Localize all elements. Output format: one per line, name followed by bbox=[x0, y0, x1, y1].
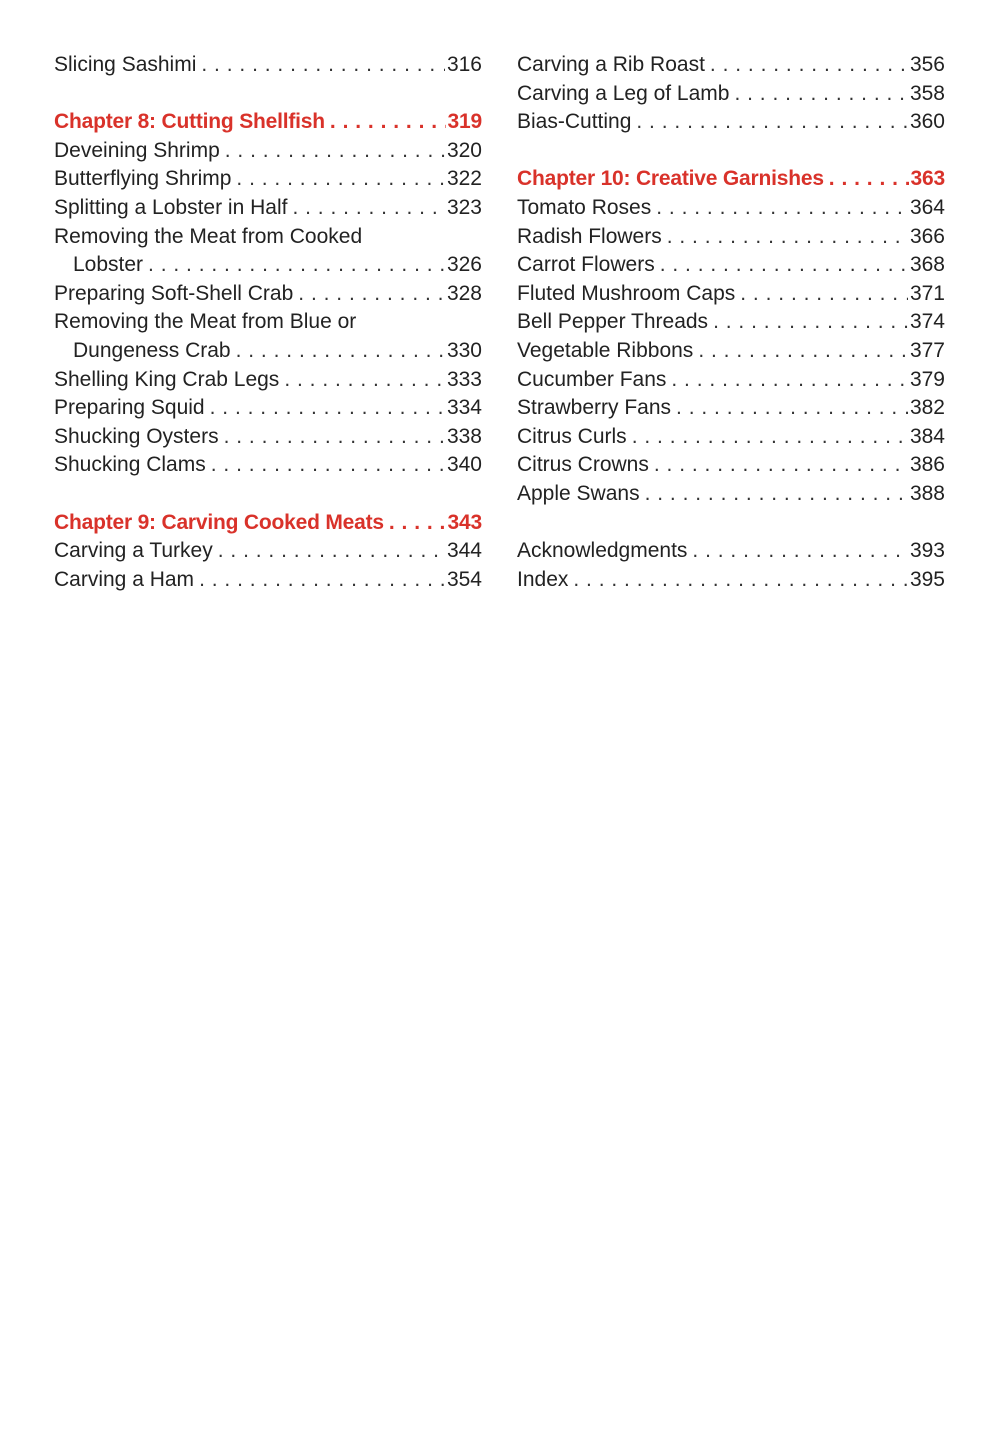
dot-leader bbox=[654, 451, 908, 480]
toc-entry-title: Preparing Soft-Shell Crab bbox=[54, 281, 294, 305]
toc-entry-title: Bell Pepper Threads bbox=[517, 310, 709, 334]
dot-leader bbox=[224, 423, 445, 452]
toc-entry-page: 328 bbox=[446, 281, 482, 305]
toc-entry-title: Index bbox=[517, 567, 569, 591]
chapter-title: Chapter 8: Cutting Shellfish bbox=[54, 110, 325, 134]
dot-leader bbox=[236, 165, 445, 194]
toc-entry[interactable] bbox=[54, 566, 482, 595]
chapter-heading[interactable] bbox=[517, 165, 945, 194]
dot-leader bbox=[292, 194, 444, 223]
toc-entry-page: 323 bbox=[446, 195, 482, 219]
toc-entry-title: Splitting a Lobster in Half bbox=[54, 195, 288, 219]
toc-entry-continuation bbox=[54, 337, 482, 366]
toc-entry[interactable] bbox=[54, 194, 482, 223]
toc-entry-page: 384 bbox=[909, 424, 945, 448]
section-spacer bbox=[54, 80, 482, 109]
dot-leader bbox=[698, 337, 908, 366]
toc-entry-title-line1: Removing the Meat from Blue or bbox=[54, 310, 357, 334]
toc-entry-page: 330 bbox=[446, 338, 482, 362]
toc-entry-page: 382 bbox=[909, 396, 945, 420]
toc-entry-title: Shucking Clams bbox=[54, 453, 206, 477]
toc-entry-title: Citrus Curls bbox=[517, 424, 627, 448]
dot-leader bbox=[201, 51, 445, 80]
toc-entry-title: Preparing Squid bbox=[54, 396, 205, 420]
dot-leader bbox=[645, 480, 908, 509]
dot-leader bbox=[734, 80, 907, 109]
chapter-heading[interactable] bbox=[54, 509, 482, 538]
toc-entry-page: 368 bbox=[909, 253, 945, 277]
chapter-title: Chapter 10: Creative Garnishes bbox=[517, 167, 824, 191]
toc-entry-page: 364 bbox=[909, 195, 945, 219]
toc-entry-page: 386 bbox=[909, 453, 945, 477]
toc-entry-title: Carving a Leg of Lamb bbox=[517, 81, 730, 105]
toc-entry-continuation bbox=[54, 251, 482, 280]
toc-entry-title: Shucking Oysters bbox=[54, 424, 219, 448]
toc-entry-title: Slicing Sashimi bbox=[54, 53, 197, 76]
toc-right-column bbox=[517, 51, 945, 594]
toc-entry[interactable] bbox=[517, 80, 945, 109]
dot-leader bbox=[389, 509, 446, 538]
toc-entry[interactable] bbox=[517, 423, 945, 452]
toc-entry-title: Bias-Cutting bbox=[517, 110, 632, 134]
dot-leader bbox=[636, 108, 908, 137]
toc-entry-multiline[interactable] bbox=[54, 308, 482, 365]
toc-entry-title: Carrot Flowers bbox=[517, 253, 655, 277]
dot-leader bbox=[148, 251, 445, 280]
toc-entry-page: 340 bbox=[446, 453, 482, 477]
toc-entry-page: 395 bbox=[909, 567, 945, 591]
toc-entry-title: Citrus Crowns bbox=[517, 453, 649, 477]
toc-entry-page: 366 bbox=[909, 224, 945, 248]
toc-entry[interactable] bbox=[54, 366, 482, 395]
toc-entry-title: Carving a Ham bbox=[54, 567, 195, 591]
toc-entry[interactable] bbox=[54, 423, 482, 452]
toc-entry-page: 374 bbox=[909, 310, 945, 334]
dot-leader bbox=[236, 337, 445, 366]
toc-entry[interactable] bbox=[54, 51, 482, 80]
dot-leader bbox=[199, 566, 445, 595]
dot-leader bbox=[284, 366, 445, 395]
toc-entry-page: 354 bbox=[446, 567, 482, 591]
toc-entry-title: Carving a Rib Roast bbox=[517, 53, 705, 76]
toc-entry-page: 322 bbox=[446, 167, 482, 191]
toc-entry[interactable] bbox=[517, 51, 945, 80]
toc-left-column bbox=[54, 51, 482, 594]
dot-leader bbox=[829, 165, 909, 194]
toc-entry[interactable] bbox=[517, 566, 945, 595]
toc-entry[interactable] bbox=[517, 537, 945, 566]
toc-entry[interactable] bbox=[517, 451, 945, 480]
dot-leader bbox=[692, 537, 908, 566]
dot-leader bbox=[210, 394, 445, 423]
toc-entry[interactable] bbox=[54, 280, 482, 309]
toc-entry-page: 316 bbox=[446, 53, 482, 76]
toc-entry-page: 356 bbox=[909, 53, 945, 76]
toc-entry-title-line2: Lobster bbox=[73, 253, 144, 277]
toc-entry-title: Cucumber Fans bbox=[517, 367, 667, 391]
chapter-title: Chapter 9: Carving Cooked Meats bbox=[54, 510, 384, 534]
chapter-page: 363 bbox=[910, 167, 945, 191]
toc-entry-title: Vegetable Ribbons bbox=[517, 338, 694, 362]
toc-entry-title-line1: Removing the Meat from Cooked bbox=[54, 224, 363, 248]
section-spacer bbox=[517, 509, 945, 538]
toc-entry-title-line2: Dungeness Crab bbox=[73, 338, 231, 362]
toc-entry-title: Butterflying Shrimp bbox=[54, 167, 232, 191]
section-spacer bbox=[54, 480, 482, 509]
dot-leader bbox=[667, 223, 908, 252]
toc-entry-page: 326 bbox=[446, 253, 482, 277]
toc-entry-page: 393 bbox=[909, 539, 945, 563]
toc-entry-title: Shelling King Crab Legs bbox=[54, 367, 280, 391]
toc-entry-page: 334 bbox=[446, 396, 482, 420]
dot-leader bbox=[671, 366, 908, 395]
toc-entry-page: 377 bbox=[909, 338, 945, 362]
toc-entry-page: 379 bbox=[909, 367, 945, 391]
toc-entry-multiline[interactable] bbox=[54, 223, 482, 280]
toc-entry[interactable] bbox=[517, 108, 945, 137]
toc-entry-page: 358 bbox=[909, 81, 945, 105]
toc-entry[interactable] bbox=[517, 194, 945, 223]
dot-leader bbox=[656, 194, 908, 223]
dot-leader bbox=[298, 280, 445, 309]
toc-entry-page: 388 bbox=[909, 481, 945, 505]
dot-leader bbox=[218, 537, 445, 566]
chapter-page: 343 bbox=[447, 510, 482, 534]
toc-entry[interactable] bbox=[517, 366, 945, 395]
toc-entry-title: Apple Swans bbox=[517, 481, 640, 505]
section-spacer bbox=[517, 137, 945, 166]
toc-entry-page: 360 bbox=[909, 110, 945, 134]
toc-entry-title: Tomato Roses bbox=[517, 195, 652, 219]
toc-entry-title: Fluted Mushroom Caps bbox=[517, 281, 736, 305]
toc-entry[interactable] bbox=[54, 451, 482, 480]
toc-entry-title: Strawberry Fans bbox=[517, 396, 672, 420]
dot-leader bbox=[330, 108, 446, 137]
toc-entry[interactable] bbox=[517, 280, 945, 309]
dot-leader bbox=[740, 280, 908, 309]
chapter-heading[interactable] bbox=[54, 108, 482, 137]
toc-entry[interactable] bbox=[517, 394, 945, 423]
toc-entry[interactable] bbox=[54, 137, 482, 166]
toc-entry-title: Carving a Turkey bbox=[54, 539, 213, 563]
dot-leader bbox=[713, 308, 908, 337]
toc-entry-title: Deveining Shrimp bbox=[54, 138, 220, 162]
toc-entry[interactable] bbox=[517, 308, 945, 337]
dot-leader bbox=[632, 423, 908, 452]
toc-entry[interactable] bbox=[54, 165, 482, 194]
dot-leader bbox=[710, 51, 908, 80]
toc-entry[interactable] bbox=[517, 223, 945, 252]
dot-leader bbox=[676, 394, 908, 423]
toc-entry[interactable] bbox=[517, 337, 945, 366]
toc-entry-page: 338 bbox=[446, 424, 482, 448]
toc-entry[interactable] bbox=[517, 251, 945, 280]
toc-entry-title: Radish Flowers bbox=[517, 224, 662, 248]
toc-entry-title: Acknowledgments bbox=[517, 539, 688, 563]
toc-entry[interactable] bbox=[54, 537, 482, 566]
toc-entry-page: 344 bbox=[446, 539, 482, 563]
toc-entry-page: 371 bbox=[909, 281, 945, 305]
toc-entry-page: 333 bbox=[446, 367, 482, 391]
dot-leader bbox=[225, 137, 445, 166]
dot-leader bbox=[660, 251, 908, 280]
toc-entry-page: 320 bbox=[446, 138, 482, 162]
dot-leader bbox=[573, 566, 908, 595]
chapter-page: 319 bbox=[447, 110, 482, 134]
toc-entry[interactable] bbox=[517, 480, 945, 509]
dot-leader bbox=[211, 451, 445, 480]
toc-entry[interactable] bbox=[54, 394, 482, 423]
